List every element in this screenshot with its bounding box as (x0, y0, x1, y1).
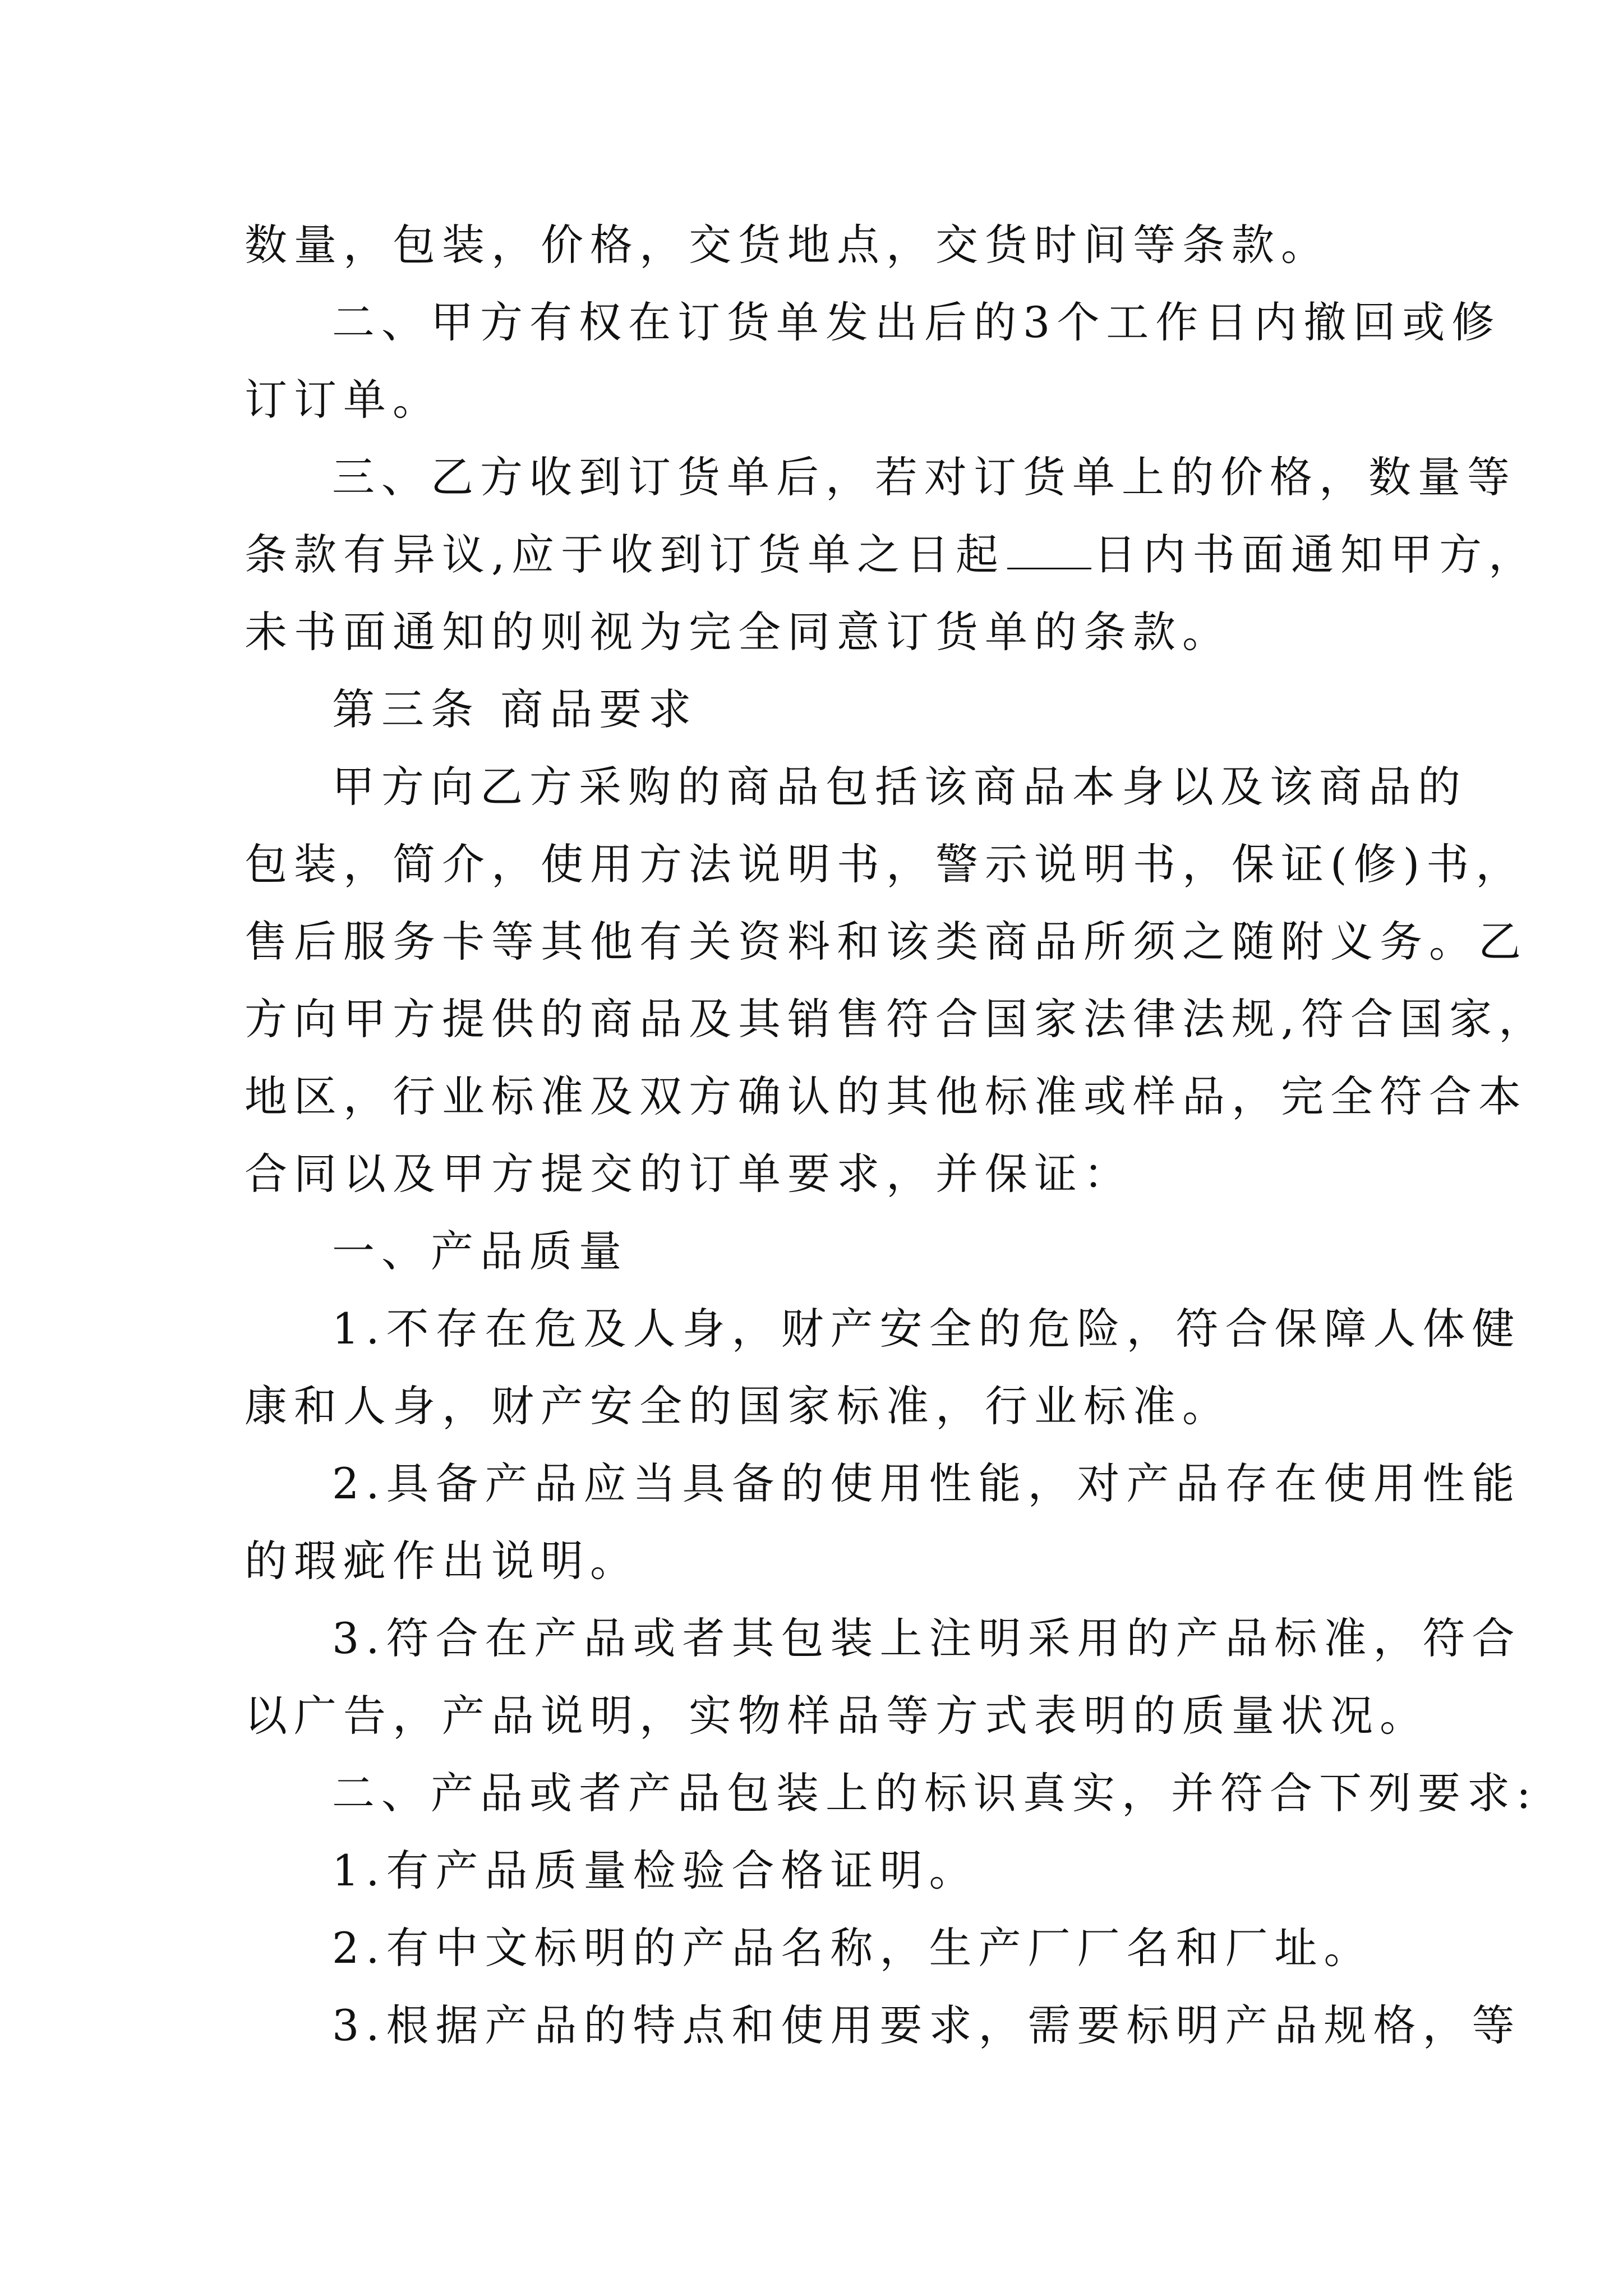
text-line: 三、乙方收到订货单后，若对订货单上的价格，数量等 (332, 452, 1516, 502)
text-line: 包装，简介，使用方法说明书，警示说明书，保证(修)书， (245, 839, 1525, 889)
text-line: 1.不存在危及人身，财产安全的危险，符合保障人体健 (332, 1304, 1521, 1354)
text-line: 的瑕疵作出说明。 (245, 1536, 639, 1586)
text-line-part: 日内书面通知甲方， (1094, 530, 1538, 579)
text-line: 数量，包装，价格，交货地点，交货时间等条款。 (245, 220, 1330, 270)
text-line: 地区，行业标准及双方确认的其他标准或样品，完全符合本 (245, 1071, 1528, 1121)
section-heading: 第三条 商品要求 (332, 684, 698, 734)
subsection-heading: 一、产品质量 (332, 1226, 628, 1276)
text-line: 售后服务卡等其他有关资料和该类商品所须之随附义务。乙 (245, 917, 1528, 967)
document-body (245, 206, 1548, 2064)
text-line: 3.根据产品的特点和使用要求，需要标明产品规格，等 (332, 2000, 1521, 2050)
text-line: 2.具备产品应当具备的使用性能，对产品存在使用性能 (332, 1458, 1521, 1508)
subsection-heading: 二、产品或者产品包装上的标识真实，并符合下列要求: (332, 1768, 1538, 1818)
text-line: 二、甲方有权在订货单发出后的3个工作日内撤回或修 (332, 297, 1501, 347)
text-line: 合同以及甲方提交的订单要求，并保证： (245, 1149, 1133, 1199)
text-line: 以广告，产品说明，实物样品等方式表明的质量状况。 (245, 1691, 1429, 1741)
text-line: 甲方向乙方采购的商品包括该商品本身以及该商品的 (332, 762, 1467, 812)
fill-in-blank (1007, 531, 1091, 569)
text-line: 1.有产品质量检验合格证明。 (332, 1846, 979, 1895)
text-line: 2.有中文标明的产品名称，生产厂厂名和厂址。 (332, 1923, 1373, 1973)
text-line-with-blank (245, 516, 1538, 593)
text-line: 康和人身，财产安全的国家标准，行业标准。 (245, 1381, 1232, 1431)
text-line: 3.符合在产品或者其包装上注明采用的产品标准，符合 (332, 1613, 1521, 1663)
text-line: 订订单。 (245, 375, 442, 425)
text-line-part: 条款有异议,应于收到订货单之日起 (245, 530, 1006, 579)
text-line: 未书面通知的则视为完全同意订货单的条款。 (245, 607, 1232, 657)
text-line: 方向甲方提供的商品及其销售符合国家法律法规,符合国家， (245, 994, 1548, 1044)
